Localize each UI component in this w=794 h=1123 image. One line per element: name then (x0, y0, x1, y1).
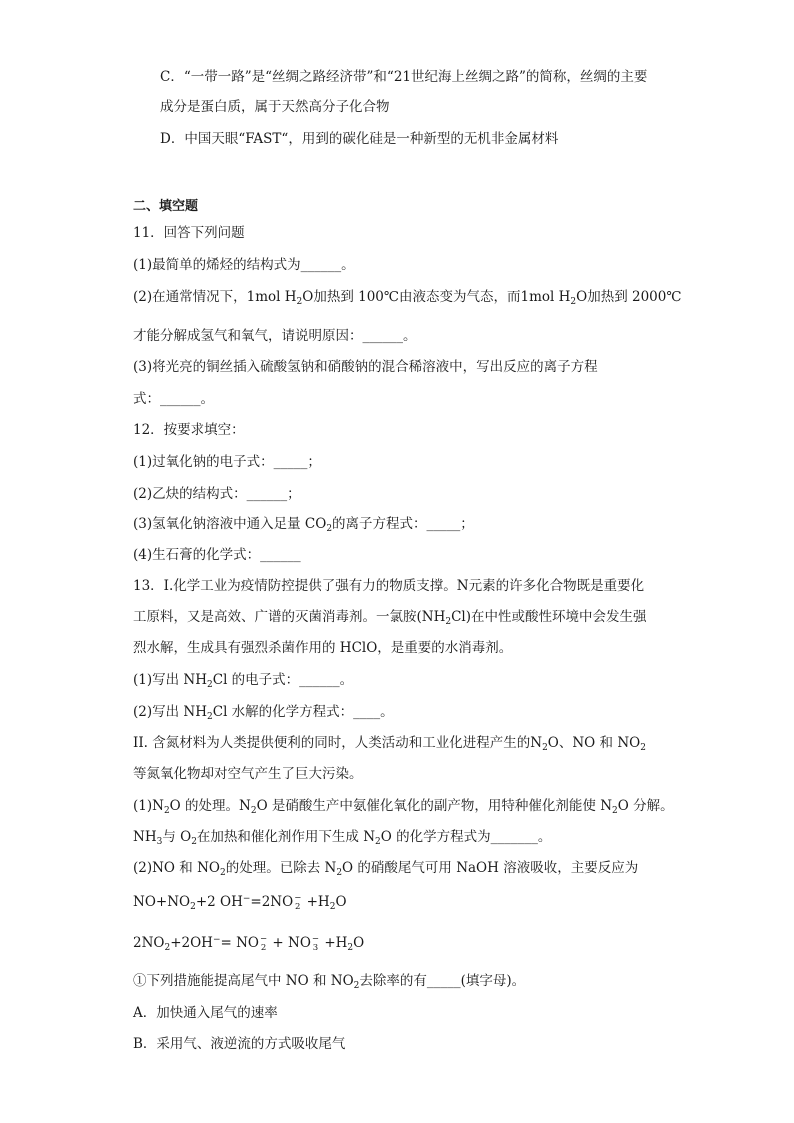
section-title: 二、填空题 (133, 199, 199, 214)
q13-part1-text-a: (1)写出 NH (133, 672, 207, 688)
q11-part2-text-a: (2)在通常情况下，1mol H (133, 289, 297, 305)
sub-2: 2 (336, 868, 343, 878)
eq2-term-a: 2NO (133, 935, 165, 951)
q13-ii-part1-line2 (133, 828, 551, 846)
nitrate-sub-sup (312, 935, 319, 953)
q11-part2-text-b: O加热到 100℃由液态变为气态，而1mol H (302, 289, 571, 305)
q13-ii1-text-f: 与 O (162, 829, 192, 845)
q13-select-text-b: 去除率的有_____(填字母)。 (359, 973, 526, 989)
option-c-line-2: 成分是蛋白质，属于天然高分子化合物 (160, 99, 390, 115)
charge-minus: − (311, 933, 320, 944)
q13-part2-text-a: (2)写出 NH (133, 704, 207, 720)
eq1-term-a: NO+NO (133, 894, 191, 910)
q13-ii2-text-a: (2)NO 和 NO (133, 860, 220, 876)
q12-part3 (133, 515, 474, 533)
eq1-term-d: +H (302, 894, 330, 910)
q13-ii1-text-d: O 分解。 (617, 798, 674, 814)
sub-2: 2 (353, 981, 360, 991)
q13-part2-text-b: Cl 水解的化学方程式：____。 (212, 704, 394, 720)
sub-2: 2 (612, 806, 618, 816)
q12-part3-text-b: 的离子方程式：_____； (332, 516, 474, 532)
q12-part1: (1)过氧化钠的电子式：_____； (133, 454, 321, 470)
sub-2: 2 (250, 806, 257, 816)
sub-2: 2 (445, 617, 452, 627)
q13-ii2-text-c: O 的硝酸尾气可用 NaOH 溶液吸收，主要反应为 (342, 860, 639, 876)
q12-title: 12．按要求填空： (133, 422, 245, 438)
q13-part2 (133, 703, 394, 721)
charge-minus: − (260, 933, 268, 944)
sub-2: 2 (207, 680, 213, 690)
q13-ii-line2: 等氮氧化物却对空气产生了巨大污染。 (133, 766, 363, 782)
q12-part3-text-a: (3)氢氧化钠溶液中通入足量 CO (133, 516, 327, 532)
sub-2: 2 (260, 942, 267, 953)
q11-part1: (1)最简单的烯烃的结构式为______。 (133, 257, 355, 273)
eq1-term-c: =2NO (250, 894, 294, 910)
q13-ii1-text-b: O 的处理。N (169, 798, 251, 814)
eq2-term-f: O (353, 935, 365, 951)
q13-intro-text-b: Cl)在中性或酸性环境中会发生强 (451, 609, 647, 625)
sub-2: 2 (163, 806, 170, 816)
sub-2: 2 (375, 837, 381, 847)
q12-part4: (4)生石膏的化学式：______ (133, 547, 301, 563)
q11-part2-line1 (133, 288, 681, 306)
q13-ii1-text-e: NH (133, 829, 157, 845)
q13-ii-part2-line1 (133, 859, 638, 877)
option-b: B．采用气、液逆流的方式吸收尾气 (133, 1036, 346, 1052)
sub-2: 2 (296, 297, 303, 307)
q11-title: 11．回答下列问题 (133, 225, 245, 241)
sub-2: 2 (347, 943, 354, 953)
q13-intro-line1: 13．I.化学工业为疫情防控提供了强有力的物质支撑。N元素的许多化合物既是重要化 (133, 578, 645, 594)
eq1-term-b: +2 OH (195, 894, 243, 910)
eq2-term-e: +H (320, 935, 348, 951)
eq2-term-d: + NO (268, 935, 311, 951)
sub-2: 2 (640, 743, 646, 753)
q13-part1-text-b: Cl 的电子式：______。 (212, 672, 354, 688)
sub-2: 2 (164, 943, 171, 953)
nitrite-sub-sup (294, 894, 301, 912)
option-c-line-1: C．“一带一路”是“丝绸之路经济带”和“21世纪海上丝绸之路”的简称，丝绸的主要 (160, 69, 648, 85)
q11-part2-line2: 才能分解成氢气和氧气，请说明原因：______。 (133, 328, 417, 344)
sub-2: 2 (207, 712, 213, 722)
option-d: D．中国天眼“FAST“，用到的碳化硅是一种新型的无机非金属材料 (160, 131, 559, 147)
q13-select-text-a: ①下列措施能提高尾气中 NO 和 NO (133, 973, 354, 989)
equation-2 (133, 934, 364, 953)
q13-ii-text-a: II. 含氮材料为人类提供便利的同时，人类活动和工业化进程产生的N (133, 735, 543, 751)
q11-part3-line2: 式：______。 (133, 391, 214, 407)
q13-intro-line3: 烈水解，生成具有强烈杀菌作用的 HClO，是重要的水消毒剂。 (133, 640, 513, 656)
sub-2: 2 (570, 297, 577, 307)
charge-minus: − (294, 892, 302, 903)
eq2-term-c: = NO (220, 935, 259, 951)
q13-ii1-text-a: (1)N (133, 798, 164, 814)
q13-ii1-text-h: O 的化学方程式为_______。 (380, 829, 552, 845)
q13-ii1-text-c: O 是硝酸生产中氨催化氧化的副产物，用特种催化剂能使 N (256, 798, 613, 814)
sub-2: 2 (219, 868, 226, 878)
eq1-term-e: O (335, 894, 347, 910)
q13-intro-line2 (133, 608, 647, 626)
sub-2: 2 (326, 524, 333, 534)
charge-minus: − (242, 894, 251, 904)
q13-ii-part1-line1 (133, 797, 674, 815)
equation-1 (133, 893, 347, 912)
q11-part3-line1: (3)将光亮的铜丝插入硫酸氢钠和硝酸钠的混合稀溶液中，写出反应的离子方程 (133, 359, 598, 375)
nitrite-sub-sup (260, 935, 267, 953)
sub-3: 3 (312, 942, 319, 953)
q13-part1 (133, 671, 353, 689)
option-a: A．加快通入尾气的速率 (133, 1005, 278, 1021)
q13-ii-text-b: O、NO 和 NO (547, 735, 641, 751)
q13-ii-select (133, 972, 525, 990)
sub-2: 2 (191, 837, 197, 847)
sub-2: 2 (329, 902, 336, 912)
charge-minus: − (212, 935, 221, 945)
sub-2: 2 (295, 901, 301, 912)
q13-intro-text-a: 工原料，又是高效、广谱的灭菌消毒剂。一氯胺(NH (133, 609, 446, 625)
sub-2: 2 (190, 902, 196, 912)
q13-ii2-text-b: 的处理。已除去 N (225, 860, 337, 876)
q13-ii-line1 (133, 734, 646, 752)
sub-2: 2 (542, 743, 548, 753)
sub-3: 3 (156, 837, 163, 847)
q11-part2-text-c: O加热到 2000℃ (576, 289, 682, 305)
q12-part2: (2)乙炔的结构式：______； (133, 486, 301, 502)
q13-ii1-text-g: 在加热和催化剂作用下生成 N (196, 829, 376, 845)
eq2-term-b: +2OH (170, 935, 213, 951)
